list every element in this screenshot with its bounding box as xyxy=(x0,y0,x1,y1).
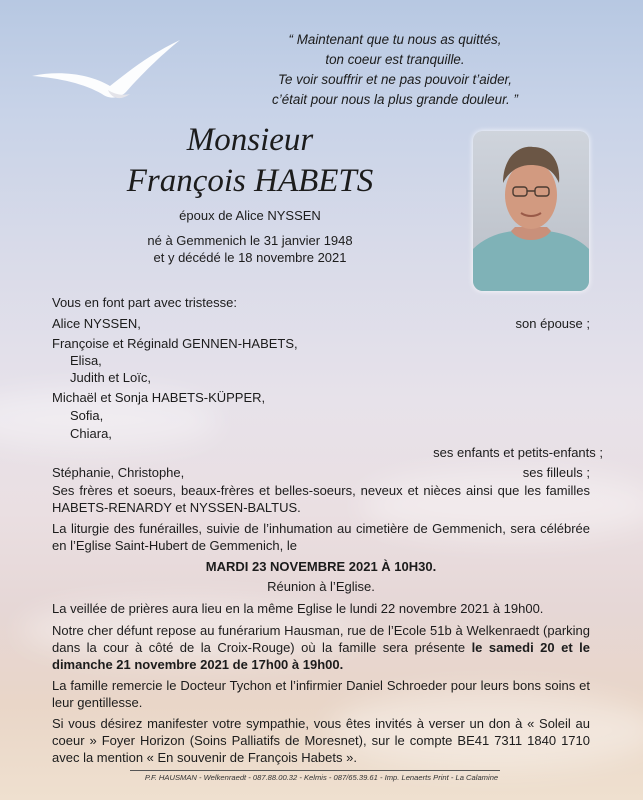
spouse-line: époux de Alice NYSSEN xyxy=(179,208,321,223)
funeral-date-time: MARDI 23 NOVEMBRE 2021 À 10H30. xyxy=(205,559,437,574)
footer-imprint: P.F. HAUSMAN - Welkenraedt - 087.88.00.32 - Kelmis - 087/65.39.61 - Imp. Lenaerts Print - La Calamine xyxy=(144,773,499,782)
death-line: et y décédé le 18 novembre 2021 xyxy=(153,250,347,265)
child-couple-1: Françoise et Réginald GENNEN-HABETS, xyxy=(52,336,298,351)
vigil-paragraph: La veillée de prières aura lieu en la même Eglise le lundi 22 novembre 2021 à 19h00. xyxy=(52,601,544,616)
seagull-icon xyxy=(30,36,185,106)
birth-death-info xyxy=(0,232,500,266)
portrait-photo xyxy=(473,131,589,291)
grandchild: Elisa, xyxy=(70,353,102,368)
funerarium-text: Notre cher défunt repose au funérarium Hausman, rue de l’Ecole 51b à Welkenraedt (parking dans la cour à côté de la Croix-Rouge) où la famille sera présente xyxy=(52,623,590,655)
poem-line: “ Maintenant que tu nous as quittés, xyxy=(288,32,502,47)
grandchild: Sofia, xyxy=(70,408,104,423)
family-intro: Vous en font part avec tristesse: xyxy=(52,295,237,310)
grandchild: Chiara, xyxy=(70,426,112,441)
meeting-note: Réunion à l’Eglise. xyxy=(267,579,375,594)
deceased-name: François HABETS xyxy=(126,163,374,199)
poem-line: ton coeur est tranquille. xyxy=(325,52,465,67)
relatives-paragraph: Ses frères et soeurs, beaux-frères et belles-soeurs, neveux et nièces ainsi que les familles HABETS-RENARDY et NYSSEN-BALTUS. xyxy=(52,483,590,515)
godchildren-role: ses filleuls ; xyxy=(522,465,590,480)
title-monsieur: Monsieur xyxy=(186,122,314,158)
godchildren-names: Stéphanie, Christophe, xyxy=(52,465,185,480)
donation-paragraph: Si vous désirez manifester votre sympathie, vous êtes invités à verser un don à « Soleil au coeur » Foyer Horizon (Soins Palliatifs de Moresnet), sur le compte BE41 7311 1840 1710 avec la mention « En souvenir de François Habets ». xyxy=(52,716,590,765)
footer-divider xyxy=(130,770,500,771)
poem-line: Te voir souffrir et ne pas pouvoir t’aider, xyxy=(278,72,512,87)
poem xyxy=(250,30,540,110)
birth-line: né à Gemmenich le 31 janvier 1948 xyxy=(147,233,353,248)
wife-role: son épouse ; xyxy=(515,316,590,331)
child-couple-2: Michaël et Sonja HABETS-KÜPPER, xyxy=(52,390,266,405)
liturgy-paragraph: La liturgie des funérailles, suivie de l’inhumation au cimetière de Gemmenich, sera célébrée en l’Eglise Saint-Hubert de Gemmenich, le xyxy=(52,521,590,553)
funerarium-paragraph xyxy=(52,622,590,673)
poem-line: c’était pour nous la plus grande douleur. ” xyxy=(272,92,518,107)
thanks-paragraph: La famille remercie le Docteur Tychon et l’infirmier Daniel Schroeder pour leurs bons soins et leur gentillesse. xyxy=(52,678,590,710)
children-role: ses enfants et petits-enfants ; xyxy=(433,445,603,460)
wife-name: Alice NYSSEN, xyxy=(52,316,141,331)
visiting-times: le samedi 20 et le dimanche 21 novembre 2021 de 17h00 à 19h00. xyxy=(52,640,590,672)
grandchild: Judith et Loïc, xyxy=(70,370,151,385)
